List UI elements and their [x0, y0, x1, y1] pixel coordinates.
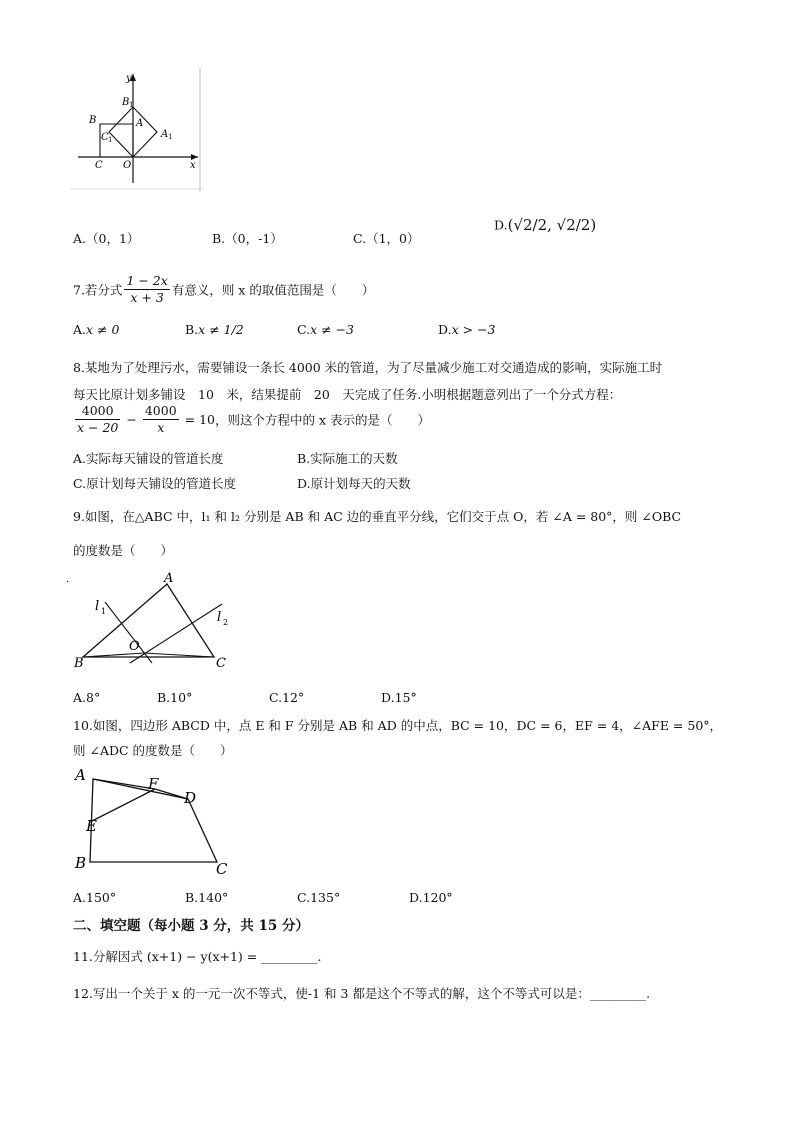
q9-line-1: 9.如图，在△ABC 中，l₁ 和 l₂ 分别是 AB 和 AC 边的垂直平分线，它们交于点 O，若 ∠A = 80°，则 ∠OBC — [73, 509, 682, 524]
q6-option-d: D.(√2/2, √2/2) — [494, 216, 597, 234]
q7-option-b: B.x ≠ 1/2 — [185, 322, 244, 337]
quadrilateral-figure — [70, 762, 235, 880]
q9-option-d: D.15° — [381, 690, 417, 705]
q9-fig-mark: . — [66, 574, 70, 585]
q8-line-1: 8.某地为了处理污水，需要铺设一条长 4000 米的管道，为了尽量减少施工对交通造成的影响，实际施工时 — [73, 360, 663, 375]
q8-option-b: B.实际施工的天数 — [297, 451, 398, 466]
q6-option-b: B.（0，-1） — [212, 231, 283, 246]
q7-stem: 7.若分式 $\frac{1 - 2x}{x + 3}$ 有意义，则 x 的取值范围是（ ） — [73, 273, 375, 305]
q9-fig-label-l2: l — [217, 610, 222, 625]
q6-option-c: C.（1，0） — [353, 231, 420, 246]
triangle-figure — [62, 568, 242, 678]
q9-fig-label-l1-sub: 1 — [101, 607, 107, 616]
q8-equation: $\frac{4000}{x - 20}$ − $\frac{4000}{x}$ = 10，则这个方程中的 x 表示的是（ ） — [77, 403, 430, 435]
q9-fig-label-l2-sub: 2 — [223, 618, 229, 627]
section-2-title: 二、填空题（每小题 3 分，共 15 分） — [73, 918, 309, 934]
q10-fig-label-d: D — [184, 789, 197, 807]
q10-line-2: 则 ∠ADC 的度数是（ ） — [73, 743, 233, 758]
q9-option-a: A.8° — [73, 690, 101, 705]
q7-option-a: A.x ≠ 0 — [73, 322, 120, 337]
fig6-label-c: C — [95, 160, 103, 171]
q10-fig-label-f: F — [148, 775, 159, 793]
q7-option-d: D.x > −3 — [438, 322, 496, 337]
q10-fig-label-e: E — [86, 817, 97, 835]
q9-option-c: C.12° — [269, 690, 305, 705]
q10-fig-label-a: A — [75, 766, 86, 784]
fig6-label-y: y — [126, 73, 132, 84]
fig6-label-o: O — [123, 160, 132, 171]
q6-option-a: A.（0，1） — [73, 231, 140, 246]
fig6-label-x: x — [190, 160, 196, 171]
fig6-label-b: B — [89, 115, 97, 126]
q10-option-a: A.150° — [73, 890, 117, 905]
q12-text: 12.写出一个关于 x 的一元一次不等式，使-1 和 3 都是这个不等式的解，这个不等式可以是：_________. — [73, 986, 651, 1001]
q9-fig-label-l1: l — [95, 599, 100, 614]
fig6-label-a1-sub: 1 — [168, 133, 173, 141]
q9-option-b: B.10° — [157, 690, 193, 705]
q9-line-2: 的度数是（ ） — [73, 543, 174, 558]
q8-line-2: 每天比原计划多铺设 10 米，结果提前 20 天完成了任务.小明根据题意列出了一个分式方程： — [73, 387, 622, 402]
q9-fig-label-c: C — [216, 656, 226, 671]
fig6-label-c1-sub: 1 — [108, 136, 113, 144]
coordinate-figure — [70, 68, 204, 192]
q7-option-c: C.x ≠ −3 — [297, 322, 354, 337]
q10-option-d: D.120° — [409, 890, 453, 905]
q8-option-c: C.原计划每天铺设的管道长度 — [73, 476, 237, 491]
q10-fig-label-b: B — [75, 854, 87, 872]
q10-option-b: B.140° — [185, 890, 229, 905]
fig6-label-a: A — [136, 118, 144, 129]
q10-option-c: C.135° — [297, 890, 341, 905]
q8-option-a: A.实际每天铺设的管道长度 — [73, 451, 224, 466]
q9-fig-label-o: O — [129, 639, 140, 654]
q9-fig-label-a: A — [164, 571, 174, 586]
q11-text: 11.分解因式 (x+1) − y(x+1) = _________. — [73, 949, 322, 964]
q10-line-1: 10.如图，四边形 ABCD 中，点 E 和 F 分别是 AB 和 AD 的中点，BC = 10，DC = 6，EF = 4，∠AFE = 50°， — [73, 718, 723, 733]
fig6-label-b1: B — [122, 97, 130, 108]
fig6-label-a1: A — [161, 129, 169, 140]
fig6-label-c1: C — [101, 132, 109, 143]
fig6-label-b1-sub: 1 — [129, 101, 134, 109]
q9-fig-label-b: B — [74, 656, 84, 671]
q10-fig-label-c: C — [216, 860, 228, 878]
q8-option-d: D.原计划每天的天数 — [297, 476, 411, 491]
